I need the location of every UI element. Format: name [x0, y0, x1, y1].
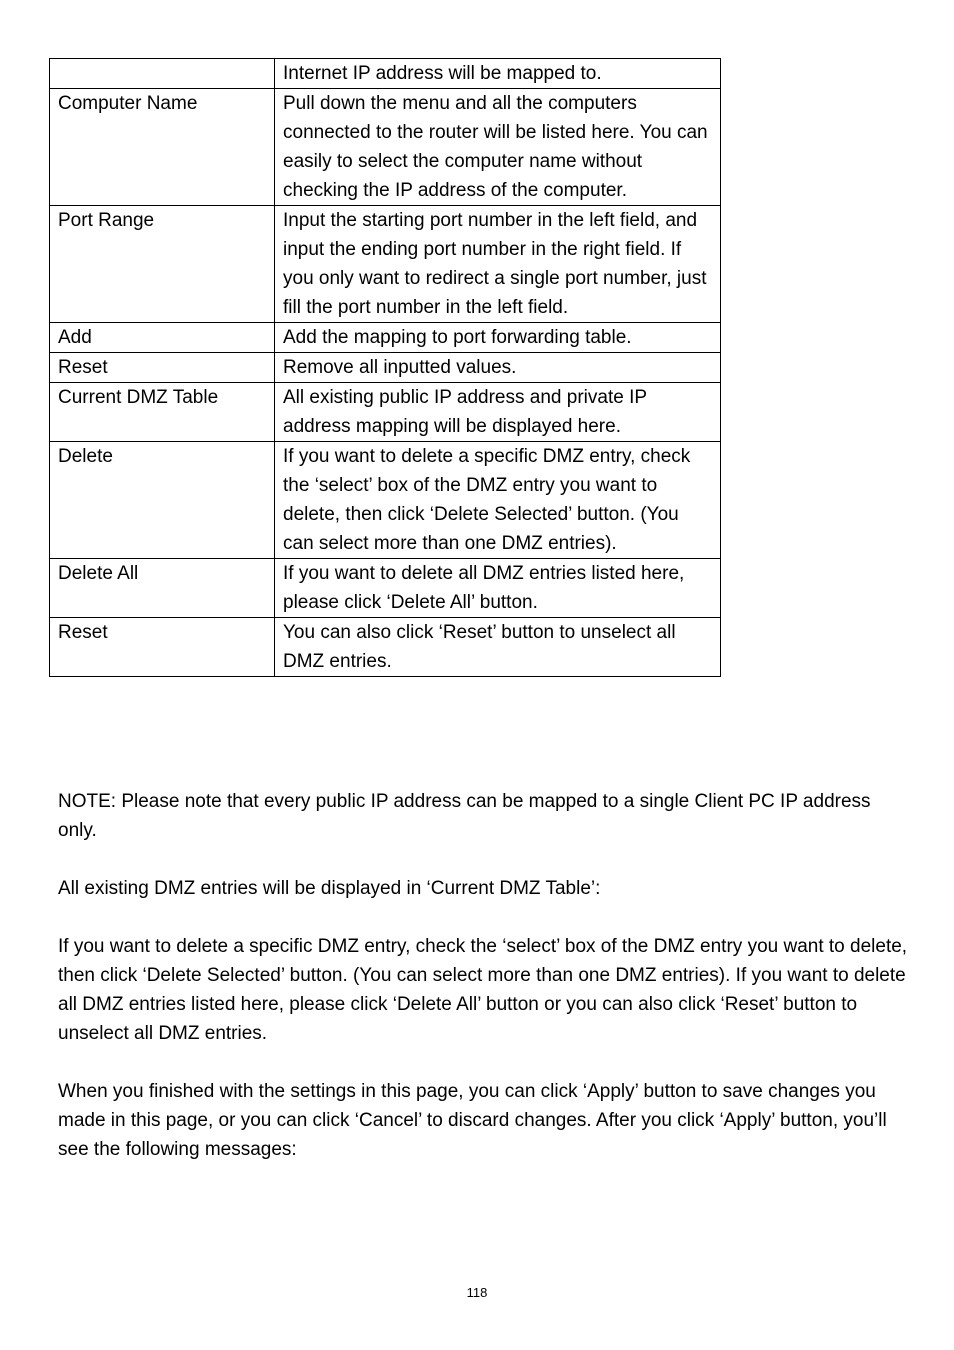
item-name-cell — [50, 59, 275, 89]
apply-instructions-paragraph: When you finished with the settings in this page, you can click ‘Apply’ button to save changes you made in this page, or you can click ‘Cancel’ to discard changes. After you click ‘Apply’ button, you’ll see the following messages: — [58, 1081, 887, 1160]
item-description-cell: If you want to delete all DMZ entries listed here, please click ‘Delete All’ button. — [275, 559, 721, 618]
item-name-cell: Current DMZ Table — [50, 383, 275, 442]
item-description-cell: All existing public IP address and private IP address mapping will be displayed here. — [275, 383, 721, 442]
page-number: 118 — [466, 1285, 488, 1300]
item-description-cell: You can also click ‘Reset’ button to unselect all DMZ entries. — [275, 618, 721, 677]
item-name-cell: Delete All — [50, 559, 275, 618]
table-row — [50, 442, 721, 559]
item-name-cell: Reset — [50, 353, 275, 383]
item-name-cell: Delete — [50, 442, 275, 559]
table-row — [50, 618, 721, 677]
item-name-cell: Computer Name — [50, 89, 275, 206]
table-row — [50, 59, 721, 89]
item-name-cell: Port Range — [50, 206, 275, 323]
item-description-cell: If you want to delete a specific DMZ entry, check the ‘select’ box of the DMZ entry you want to delete, then click ‘Delete Selected’ button. (You can select more than one DMZ entries). — [275, 442, 721, 559]
item-name-cell: Add — [50, 323, 275, 353]
item-description-cell: Remove all inputted values. — [275, 353, 721, 383]
item-description-cell: Internet IP address will be mapped to. — [275, 59, 721, 89]
item-description-cell: Input the starting port number in the left field, and input the ending port number in the right field. If you only want to redirect a single port number, just fill the port number in the left field. — [275, 206, 721, 323]
table-row — [50, 89, 721, 206]
settings-description-table — [49, 58, 721, 677]
table-row — [50, 559, 721, 618]
dmz-entries-paragraph: All existing DMZ entries will be displayed in ‘Current DMZ Table’: — [58, 878, 601, 899]
table-row — [50, 383, 721, 442]
note-paragraph: NOTE: Please note that every public IP address can be mapped to a single Client PC IP address only. — [58, 791, 871, 841]
item-description-cell: Pull down the menu and all the computers connected to the router will be listed here. You can easily to select the computer name without checking the IP address of the computer. — [275, 89, 721, 206]
table-row — [50, 323, 721, 353]
table-row — [50, 206, 721, 323]
table-row — [50, 353, 721, 383]
item-description-cell: Add the mapping to port forwarding table. — [275, 323, 721, 353]
item-name-cell: Reset — [50, 618, 275, 677]
body-text — [58, 787, 908, 1193]
delete-instructions-paragraph: If you want to delete a specific DMZ entry, check the ‘select’ box of the DMZ entry you want to delete, then click ‘Delete Selected’ button. (You can select more than one DMZ entries). If you want to delete all DMZ entries listed here, please click ‘Delete All’ button or you can also click ‘Reset’ button to unselect all DMZ entries. — [58, 936, 908, 1044]
